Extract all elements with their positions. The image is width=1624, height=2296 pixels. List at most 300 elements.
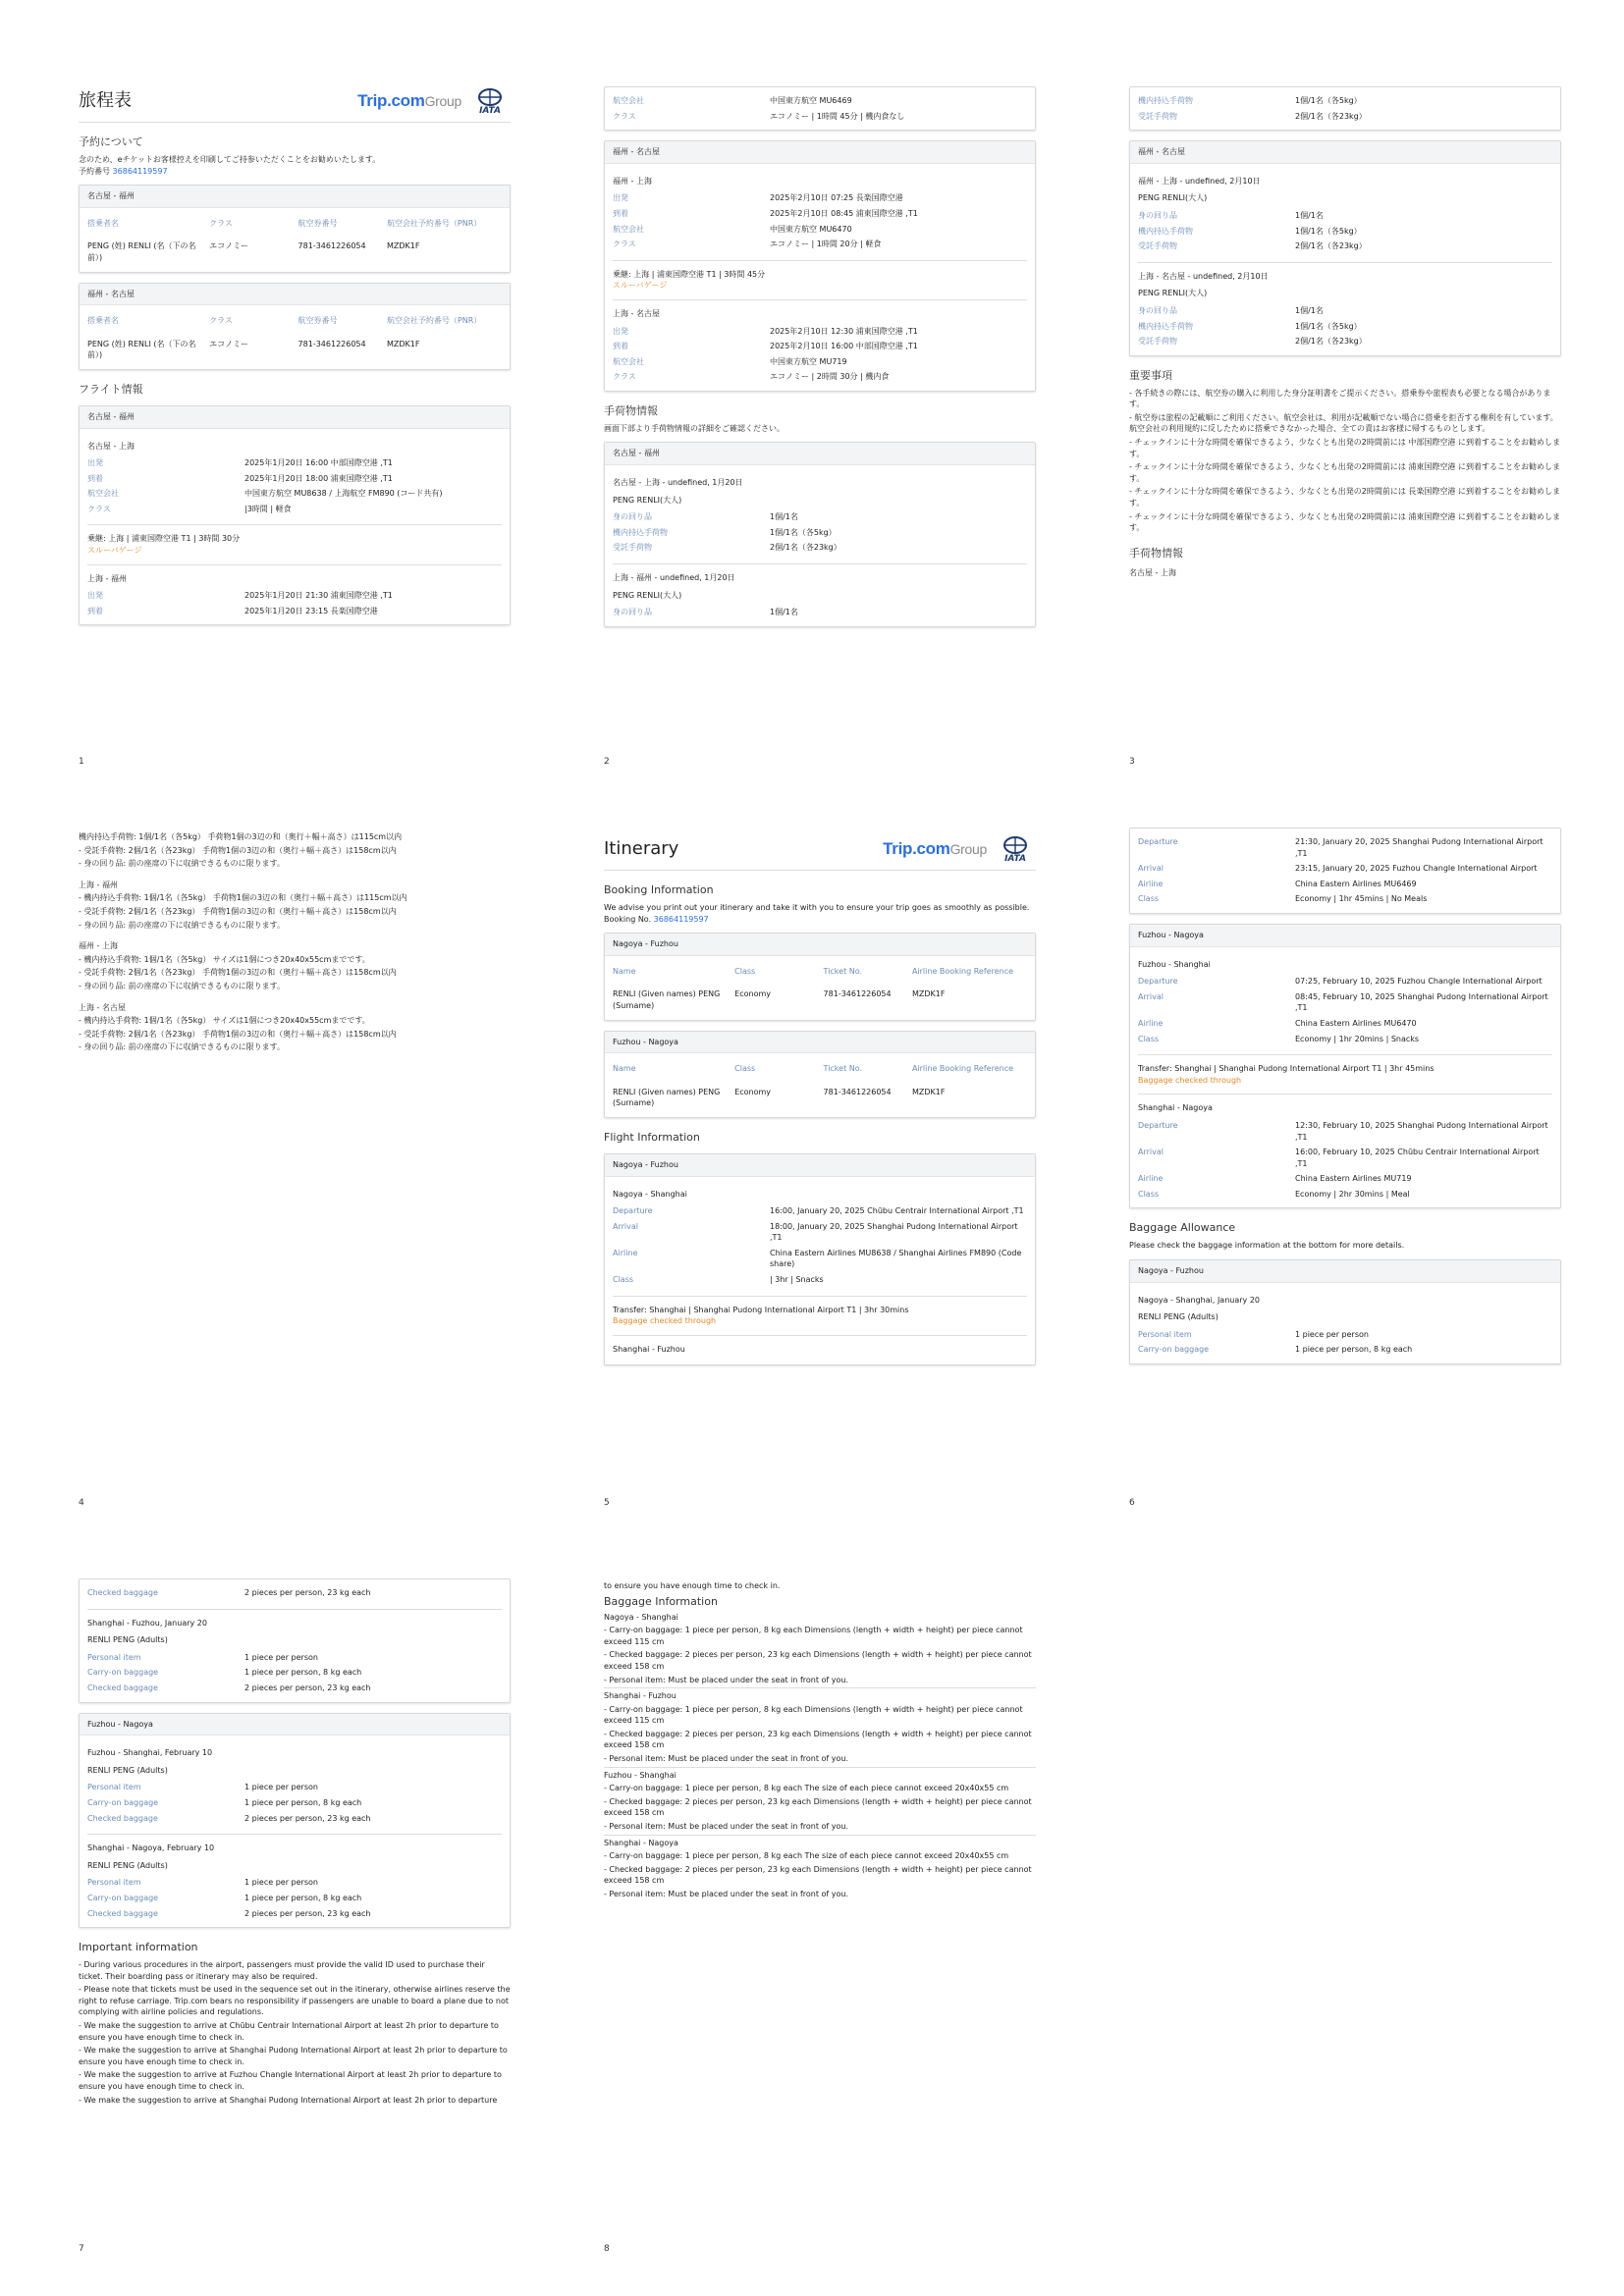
text-line: 1 piece per person, 8 kg each — [1295, 1345, 1413, 1355]
text-line: - Carry-on baggage: 1 piece per person, 8 kg each Dimensions (length + width + height) per piece cannot exceed 115 cm — [604, 1626, 1023, 1646]
page-number: 2 — [604, 757, 610, 767]
text-line: エコノミー | 1時間 45分 | 機内食なし — [770, 111, 905, 121]
info-row — [87, 502, 502, 517]
table-cell: PENG (姓) RENLI (名（下の名前）) — [87, 241, 196, 262]
text-line: 乗継: 上海 | 浦東国際空港 T1 | 3時間 30分 — [87, 534, 241, 544]
info-label: 身の回り品 — [1138, 210, 1177, 220]
info-row — [613, 509, 1027, 525]
table-cell: エコノミー — [209, 241, 249, 251]
info-label: 機内持込手荷物 — [1138, 321, 1193, 331]
info-row — [613, 1219, 1027, 1246]
divider — [87, 524, 502, 525]
baggage-heading: 手荷物情報 — [604, 403, 658, 417]
text-line: エコノミー | 2時間 30分 | 機内食 — [770, 372, 890, 382]
info-label: 出発 — [87, 458, 103, 468]
booking-note: We advise you print out your itinerary and take it with you to ensure your trip goes as smoothly as possible. — [604, 903, 1030, 913]
baggage-card — [1129, 1259, 1561, 1364]
card-header: 福州 - 名古屋 — [1130, 141, 1560, 164]
text-line: 1 piece per person — [1295, 1329, 1369, 1339]
info-row — [613, 525, 1027, 541]
segment-title: 福州 - 上海 — [613, 176, 652, 186]
important-list — [1129, 388, 1561, 534]
text-line: - During various procedures in the airport, passengers must provide the valid ID used to purchase their ticket. Their boarding pass or itinerary may also be required. — [79, 1960, 485, 1981]
text-line: 1 piece per person, 8 kg each — [244, 1668, 362, 1678]
table-header-cell: 航空会社予約番号（PNR） — [386, 218, 482, 228]
card-header: 名古屋 - 福州 — [80, 406, 510, 429]
booking-number — [79, 166, 511, 178]
segment-title: Nagoya - Shanghai — [613, 1189, 687, 1199]
text-line: China Eastern Airlines MU719 — [1295, 1174, 1412, 1184]
info-row — [1138, 239, 1552, 254]
table-header-cell: Airline Booking Reference — [911, 966, 1014, 976]
flight-card — [79, 405, 511, 626]
info-label: 航空会社 — [87, 489, 119, 499]
table-cell: 781-3461226054 — [298, 339, 366, 348]
table-cell: RENLI (Given names) PENG (Surname) — [613, 1087, 721, 1108]
text-line: Group — [949, 840, 987, 857]
segment-title: 上海 - 名古屋 - undefined, 2月10日 — [1138, 271, 1269, 281]
info-row — [87, 1795, 502, 1811]
page-8 — [604, 1578, 1036, 1902]
info-label: Departure — [613, 1206, 653, 1216]
text-line: - チェックインに十分な時間を確保できるよう、少なくとも出発の2時間前には 中部国際空港 に到着することをお勧めします。 — [1129, 438, 1560, 458]
page-1 — [79, 88, 511, 635]
divider — [613, 260, 1027, 261]
info-label: Class — [1138, 1034, 1160, 1043]
segment-title: Fuzhou - Shanghai, February 10 — [87, 1748, 213, 1758]
important-list — [79, 1959, 511, 2106]
segment-title: PENG RENLI(大人) — [613, 590, 682, 600]
info-row — [1138, 891, 1552, 907]
text-line: Transfer: Shanghai | Shanghai Pudong International Airport T1 | 3hr 30mins — [613, 1305, 909, 1314]
text-line: 2025年2月10日 08:45 浦東国際空港 ,T1 — [770, 208, 918, 218]
info-row — [87, 1681, 502, 1696]
text-line: 2025年1月20日 23:15 長楽国際空港 — [244, 606, 378, 615]
info-row — [1138, 1327, 1552, 1343]
card-header: Fuzhou - Nagoya — [1130, 925, 1560, 947]
baggage-through-note: Baggage checked through — [1138, 1075, 1242, 1085]
segment-title: Shanghai - Fuzhou — [604, 1691, 677, 1701]
text-line: - チェックインに十分な時間を確保できるよう、少なくとも出発の2時間前には 浦東国際空港 に到着することをお勧めします。 — [1129, 462, 1560, 483]
info-label: 到着 — [613, 342, 628, 351]
text-line: Transfer: Shanghai | Shanghai Pudong International Airport T1 | 3hr 45mins — [1138, 1064, 1435, 1074]
text-line: - Checked baggage: 2 pieces per person, 23 kg each Dimensions (length + width + height) per piece cannot exceed 158 cm — [604, 1864, 1032, 1886]
text-line: 2 pieces per person, 23 kg each — [244, 1682, 371, 1692]
table-header-cell: 航空会社予約番号（PNR） — [386, 316, 482, 326]
info-row — [1138, 1342, 1552, 1358]
text-line: - Checked baggage: 2 pieces per person, 23 kg each Dimensions (length + width + height) per piece cannot exceed 158 cm — [604, 1650, 1032, 1671]
info-label: 航空会社 — [613, 96, 644, 105]
flight-card — [604, 140, 1036, 392]
divider — [1138, 1094, 1552, 1095]
text-line: 2個/1名（各23kg） — [770, 543, 841, 553]
table-cell: RENLI (Given names) PENG (Surname) — [613, 989, 721, 1010]
page-2 — [604, 79, 1036, 637]
info-row — [87, 604, 502, 619]
text-line: - 身の回り品: 前の座席の下に収納できるものに限ります。 — [79, 859, 286, 869]
baggage-through-note: スルーバゲージ — [87, 546, 142, 556]
text-line: 1 piece per person — [244, 1652, 318, 1662]
page-title: 旅程表 — [79, 90, 132, 111]
info-row — [1138, 303, 1552, 319]
segment-title: Shanghai - Nagoya, February 10 — [87, 1843, 215, 1853]
table-cell: 781-3461226054 — [823, 1087, 892, 1096]
info-row — [613, 605, 1027, 620]
info-row — [613, 354, 1027, 370]
info-label: クラス — [613, 111, 636, 121]
info-row — [87, 1780, 502, 1795]
text-line: | 3hr | Snacks — [770, 1275, 824, 1285]
info-row — [87, 1665, 502, 1681]
page-number: 3 — [1129, 757, 1135, 767]
info-label: Personal item — [87, 1783, 141, 1792]
card-header: Nagoya - Fuzhou — [1130, 1260, 1560, 1283]
text-line: - Personal item: Must be placed under the seat in front of you. — [604, 1754, 849, 1764]
info-label: Airline — [1138, 1018, 1164, 1028]
text-line: 2025年2月10日 16:00 中部国際空港 ,T1 — [770, 342, 918, 351]
table-cell: PENG (姓) RENLI (名（下の名前）) — [87, 339, 196, 360]
info-row — [87, 1906, 502, 1922]
text-line: 乗継: 上海 | 浦東国際空港 T1 | 3時間 45分 — [613, 269, 766, 279]
trip-logo — [357, 89, 461, 114]
text-line: China Eastern Airlines MU6470 — [1295, 1018, 1417, 1028]
text-line: 07:25, February 10, 2025 Fuzhou Changle International Airport — [1295, 977, 1543, 987]
page-7 — [79, 1571, 511, 2108]
flight-card — [604, 1153, 1036, 1366]
text-line: 08:45, February 10, 2025 Shanghai Pudong International Airport ,T1 — [1295, 991, 1548, 1013]
itinerary-header — [79, 88, 511, 123]
info-row — [87, 1875, 502, 1891]
flight-heading: Flight Information — [604, 1130, 700, 1144]
info-row — [613, 1272, 1027, 1288]
text-line: 2025年1月20日 18:00 浦東国際空港 ,T1 — [244, 473, 393, 483]
info-label: Departure — [1138, 837, 1178, 846]
text-line: 2個/1名（各23kg） — [1295, 337, 1367, 347]
info-row — [1138, 989, 1552, 1016]
segment-title: 福州 - 上海 — [79, 941, 118, 951]
text-line: - 各手続きの際には、航空券の購入に利用した身分証明書をご提示ください。搭乗券や旅程表も必要となる場合があります。 — [1129, 388, 1551, 409]
text-line: - 身の回り品: 前の座席の下に収納できるものに限ります。 — [79, 1042, 286, 1052]
info-row — [613, 109, 1027, 125]
page-6 — [1129, 820, 1561, 1374]
passenger-table — [604, 933, 1036, 1020]
text-line: 1個/1名（各5kg） — [1295, 226, 1362, 236]
text-line: 1個/1名 — [770, 608, 798, 617]
text-line: 1個/1名（各5kg） — [1295, 96, 1362, 105]
info-label: 航空会社 — [613, 356, 644, 366]
info-label: 到着 — [87, 473, 103, 483]
baggage-heading: Baggage Allowance — [1129, 1221, 1236, 1235]
baggage-through-note: Baggage checked through — [613, 1316, 717, 1326]
segment-title: Shanghai - Nagoya — [604, 1838, 678, 1847]
passenger-table — [79, 185, 511, 272]
info-row — [1138, 93, 1552, 109]
divider — [613, 1335, 1027, 1336]
info-row — [87, 1811, 502, 1827]
table-header-cell: Class — [734, 966, 756, 976]
info-label: 身の回り品 — [613, 608, 652, 617]
info-label: Departure — [1138, 1120, 1178, 1130]
text-line: - 航空券は旅程の記載順にご利用ください。航空会社は、利用が記載順でない場合に搭乗を拒否する権利を有しています。航空会社の利用規約に反したために搭乗できなかった場合、全ての責はお客様に帰するものとします。 — [1129, 412, 1558, 434]
divider — [613, 563, 1027, 564]
info-label: Airline — [613, 1248, 638, 1257]
text-line: - Please note that tickets must be used in the sequence set out in the itinerary, otherwise airlines reserve the right to refuse carriage. Trip.com bears no responsibility if passengers are unable to board a plane due to not complying with airline policies and regulations. — [79, 1985, 511, 2017]
iata-logo — [469, 88, 511, 114]
segment-title: PENG RENLI(大人) — [1138, 289, 1208, 298]
route-header: 福州 - 名古屋 — [80, 284, 510, 306]
text-line: - Checked baggage: 2 pieces per person, 23 kg each Dimensions (length + width + height) per piece cannot exceed 158 cm — [604, 1796, 1032, 1818]
text-line: 1 piece per person, 8 kg each — [244, 1893, 362, 1902]
text-line: Group — [424, 92, 461, 109]
page-number: 8 — [604, 2244, 610, 2254]
text-line: - Carry-on baggage: 1 piece per person, 8 kg each The size of each piece cannot exceed 20x40x55 cm — [604, 1784, 1009, 1793]
text-line: IATA — [479, 106, 501, 115]
text-line: 1個/1名 — [1295, 305, 1324, 315]
page-number: 5 — [604, 1498, 610, 1508]
info-label: 受託手荷物 — [613, 543, 652, 553]
table-header-cell: 搭乗者名 — [87, 316, 119, 326]
segment-title: Fuzhou - Shanghai — [604, 1770, 677, 1780]
info-label: 機内持込手荷物 — [1138, 96, 1193, 105]
text-line: 1 piece per person — [244, 1783, 318, 1792]
info-label: Class — [613, 1275, 634, 1285]
info-row — [87, 1650, 502, 1666]
flight-card-cont — [604, 86, 1036, 131]
info-label: クラス — [87, 504, 111, 513]
text-line: 1 piece per person — [244, 1878, 318, 1888]
booking-note: 念のため、eチケットお客様控えを印刷してご持参いただくことをお勧めいたします。 — [79, 155, 381, 165]
flight-heading: フライト情報 — [79, 382, 143, 396]
info-label: Carry-on baggage — [87, 1668, 159, 1678]
text-line: 1個/1名 — [770, 512, 798, 522]
info-label: クラス — [613, 240, 636, 249]
text-line: - Carry-on baggage: 1 piece per person, 8 kg each Dimensions (length + width + height) per piece cannot exceed 115 cm — [604, 1704, 1023, 1726]
baggage-note: Please check the baggage information at the bottom for more details. — [1129, 1241, 1405, 1251]
text-line: - 身の回り品: 前の座席の下に収納できるものに限ります。 — [79, 981, 286, 990]
info-row — [87, 455, 502, 471]
info-row — [87, 486, 502, 502]
segment-title: RENLI PENG (Adults) — [87, 1635, 168, 1645]
text-line: 1個/1名（各5kg） — [770, 527, 837, 537]
segment-title: 上海 - 福州 — [79, 880, 118, 889]
text-line: China Eastern Airlines MU8638 / Shanghai Airlines FM890 (Code share) — [770, 1248, 1022, 1269]
info-row — [1138, 224, 1552, 240]
info-label: 到着 — [613, 208, 628, 218]
info-label: クラス — [613, 372, 636, 382]
info-row — [1138, 319, 1552, 335]
info-label: Carry-on baggage — [87, 1797, 159, 1807]
segment-title: 上海 - 名古屋 — [79, 1002, 126, 1012]
info-label: 出発 — [613, 193, 628, 203]
segment-title: 上海 - 福州 - undefined, 1月20日 — [613, 573, 735, 582]
text-line: 12:30, February 10, 2025 Shanghai Pudong International Airport ,T1 — [1295, 1120, 1548, 1142]
segment-title: Fuzhou - Shanghai — [1138, 959, 1211, 969]
segment-title: 名古屋 - 上海 — [87, 441, 135, 451]
text-line: 21:30, January 20, 2025 Shanghai Pudong International Airport ,T1 — [1295, 837, 1543, 858]
text-line: - We make the suggestion to arrive at Chūbu Centrair International Airport at least 2h prior to departure to ensure you have enough time to check in. — [79, 2021, 499, 2042]
table-cell: 781-3461226054 — [298, 241, 366, 251]
booking-number — [604, 914, 1036, 926]
text-line: 2025年1月20日 21:30 浦東国際空港 ,T1 — [244, 591, 393, 601]
baggage-card-cont — [79, 1578, 511, 1703]
divider — [87, 1609, 502, 1610]
info-label: Carry-on baggage — [87, 1893, 159, 1902]
info-label: 受託手荷物 — [1138, 337, 1177, 347]
info-label: Airline — [1138, 879, 1164, 888]
table-header-cell: Class — [734, 1064, 756, 1074]
table-cell: エコノミー — [209, 339, 249, 348]
info-label: 受託手荷物 — [1138, 111, 1177, 121]
iata-logo — [995, 836, 1036, 862]
text-line: Booking No. — [604, 914, 652, 924]
info-row — [613, 540, 1027, 556]
text-line: Economy | 2hr 30mins | Meal — [1295, 1189, 1410, 1199]
divider — [604, 1767, 1036, 1768]
text-line: - チェックインに十分な時間を確保できるよう、少なくとも出発の2時間前には 浦東国際空港 に到着することをお勧めします。 — [1129, 511, 1560, 533]
divider — [1138, 1054, 1552, 1055]
table-cell: MZDK1F — [386, 339, 420, 348]
info-label: 機内持込手荷物 — [1138, 226, 1193, 236]
flight-card-cont — [1129, 828, 1561, 914]
text-line: 1個/1名（各5kg） — [1295, 321, 1362, 331]
table-cell: MZDK1F — [911, 1087, 946, 1096]
divider — [613, 1296, 1027, 1297]
text-line: |3時間 | 軽食 — [244, 504, 292, 513]
text-line: 機内持込手荷物: 1個/1名（各5kg） 手荷物1個の3辺の和（奥行＋幅＋高さ）は115cm以内 — [79, 832, 403, 841]
info-row — [613, 190, 1027, 206]
segment-title: Nagoya - Shanghai, January 20 — [1138, 1295, 1260, 1305]
text-line: Trip.com — [357, 90, 425, 110]
segment-title: 名古屋 - 上海 - undefined, 1月20日 — [613, 478, 743, 488]
info-label: Checked baggage — [87, 1588, 158, 1597]
info-row — [1138, 834, 1552, 861]
info-row — [1138, 1145, 1552, 1171]
divider — [613, 299, 1027, 300]
text-line: - 身の回り品: 前の座席の下に収納できるものに限ります。 — [79, 920, 286, 930]
baggage-through-note: スルーバゲージ — [613, 281, 668, 291]
page-title: Itinerary — [604, 838, 679, 859]
info-label: Checked baggage — [87, 1813, 158, 1823]
segment-title: PENG RENLI(大人) — [1138, 193, 1208, 203]
divider — [87, 1834, 502, 1835]
text-line: 16:00, February 10, 2025 Chūbu Centrair International Airport ,T1 — [1295, 1148, 1540, 1168]
baggage-card-cont — [1129, 86, 1561, 131]
info-row — [613, 339, 1027, 354]
table-header-cell: 航空券番号 — [298, 218, 338, 228]
segment-title: Shanghai - Fuzhou — [613, 1344, 685, 1354]
text-line: - チェックインに十分な時間を確保できるよう、少なくとも出発の2時間前には 長楽国際空港 に到着することをお勧めします。 — [1129, 487, 1560, 507]
table-header-cell: 航空券番号 — [298, 316, 338, 326]
table-cell: MZDK1F — [911, 989, 946, 999]
table-header-cell: Name — [613, 1064, 636, 1074]
card-header: 福州 - 名古屋 — [605, 141, 1035, 164]
baggage-card — [79, 1713, 511, 1929]
baggage-info-heading: 手荷物情報 — [1129, 546, 1183, 560]
info-row — [613, 1203, 1027, 1219]
segment-title: RENLI PENG (Adults) — [87, 1765, 168, 1775]
table-header-cell: 搭乗者名 — [87, 218, 119, 228]
route-header: 名古屋 - 福州 — [80, 186, 510, 208]
baggage-note: 画面下部より手荷物情報の詳細をご確認ください。 — [604, 423, 785, 433]
info-label: Checked baggage — [87, 1908, 158, 1918]
table-header-cell: Ticket No. — [823, 1064, 863, 1074]
page-5 — [604, 836, 1036, 1375]
info-row — [87, 1585, 502, 1601]
info-row — [613, 369, 1027, 385]
segment-title: Shanghai - Fuzhou, January 20 — [87, 1618, 207, 1628]
info-row — [1138, 109, 1552, 125]
table-header-cell: クラス — [209, 218, 233, 228]
important-heading: 重要事項 — [1129, 368, 1172, 382]
segment-title: Nagoya - Shanghai — [604, 1612, 678, 1622]
divider — [87, 564, 502, 565]
text-line: 2025年2月10日 07:25 長楽国際空港 — [770, 193, 903, 203]
text-line: China Eastern Airlines MU6469 — [1295, 879, 1417, 888]
segment-title: PENG RENLI(大人) — [613, 495, 682, 505]
divider — [604, 1835, 1036, 1836]
logos — [883, 836, 1036, 862]
booking-heading: 予約について — [79, 135, 143, 149]
text-line: 2025年1月20日 16:00 中部国際空港 ,T1 — [244, 458, 393, 468]
info-label: 出発 — [613, 326, 628, 336]
text-line: - 機内持込手荷物: 1個/1名（各5kg） 手荷物1個の3辺の和（奥行＋幅＋高さ）は115cm以内 — [79, 893, 407, 903]
text-line: 中国東方航空 MU719 — [770, 356, 847, 366]
table-header-cell: クラス — [209, 316, 233, 326]
info-label: Arrival — [1138, 991, 1164, 1001]
text-line: 中国東方航空 MU6470 — [770, 224, 852, 234]
baggage-info-route: 名古屋 - 上海 — [1129, 567, 1176, 577]
text-line: エコノミー | 1時間 20分 | 軽食 — [770, 240, 882, 249]
info-label: Class — [1138, 894, 1160, 904]
text-line: - Checked baggage: 2 pieces per person, 23 kg each Dimensions (length + width + height) per piece cannot exceed 158 cm — [604, 1729, 1032, 1750]
trip-logo — [883, 837, 987, 862]
text-line: - We make the suggestion to arrive at Shanghai Pudong International Airport at least 2h prior to departure — [79, 2095, 498, 2105]
info-row — [613, 93, 1027, 109]
text-line: 2025年2月10日 12:30 浦東国際空港 ,T1 — [770, 326, 918, 336]
segment-title: 福州 - 上海 - undefined, 2月10日 — [1138, 176, 1261, 186]
card-header: 名古屋 - 福州 — [605, 443, 1035, 465]
table-header-cell: Ticket No. — [823, 966, 863, 976]
text-line: - We make the suggestion to arrive at Fuzhou Changle International Airport at least 2h prior to departure to ensure you have enough time to check in. — [79, 2070, 502, 2091]
info-label: Arrival — [1138, 1148, 1164, 1157]
info-label: Personal item — [1138, 1329, 1192, 1339]
page-number: 4 — [79, 1498, 84, 1508]
info-row — [1138, 1187, 1552, 1202]
flight-card — [1129, 924, 1561, 1209]
info-row — [1138, 208, 1552, 224]
info-row — [1138, 1016, 1552, 1032]
info-row — [1138, 974, 1552, 989]
passenger-table — [604, 1031, 1036, 1118]
text-line: 2個/1名（各23kg） — [1295, 111, 1367, 121]
text-line: - 受託手荷物: 2個/1名（各23kg） 手荷物1個の3辺の和（奥行＋幅＋高さ）は158cm以内 — [79, 968, 397, 978]
route-header: Nagoya - Fuzhou — [605, 934, 1035, 956]
text-line: 2 pieces per person, 23 kg each — [244, 1588, 371, 1597]
booking-heading: Booking Information — [604, 883, 714, 897]
text-line: - Personal item: Must be placed under the seat in front of you. — [604, 1890, 849, 1898]
page-number: 6 — [1129, 1498, 1135, 1508]
table-cell: Economy — [734, 989, 771, 999]
info-row — [1138, 1032, 1552, 1047]
info-row — [1138, 877, 1552, 892]
info-label: 到着 — [87, 606, 103, 615]
info-row — [613, 324, 1027, 340]
segment-title: 上海 - 名古屋 — [613, 308, 660, 318]
text-line: 中国東方航空 MU6469 — [770, 96, 852, 105]
page-4 — [79, 829, 511, 1055]
info-row — [1138, 1171, 1552, 1187]
divider — [604, 1687, 1036, 1688]
